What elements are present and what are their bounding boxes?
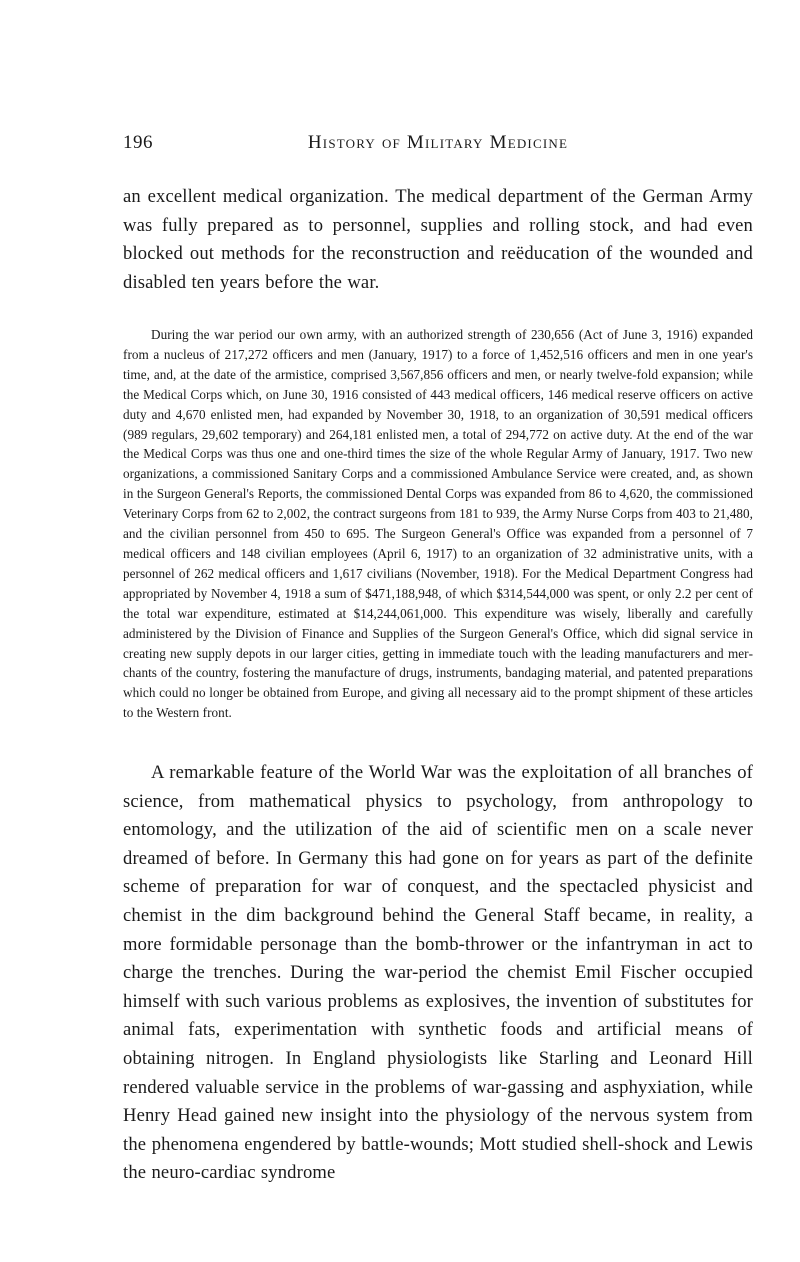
- page-number: 196: [123, 132, 153, 153]
- body-paragraph-science: A remarkable feature of the World War was the exploitation of all branches of science, from mathematical physics to psychology, from anthropology to entomology, and the utilization of the aid of scientific men on a scale never dreamed of before. In Germany this had gone on for years as part of the definite scheme of preparation for war of conquest, and the spectacled physicist and chemist in the dim background behind the General Staff became, in reality, a more formidable personage than the bomb-thrower or the infantryman in act to charge the trenches. During the war-period the chemist Emil Fischer occupied himself with such various problems as explosives, the invention of substitutes for animal fats, experimentation with synthetic foods and artificial means of obtaining nitrogen. In England physiologists like Starling and Leonard Hill rendered valuable service in the problems of war-gassing and asphyxiation, while Henry Head gained new insight into the physiology of the nervous system from the phenomena engendered by battle-wounds; Mott studied shell-shock and Lewis the neuro-cardiac syndrome: [123, 762, 753, 1184]
- body-paragraph-statistics: During the war period our own army, with an authorized strength of 230,656 (Act of June 3, 1916) expanded from a nucleus of 217,272 officers and men (January, 1917) to a force of 1,452,516 officers and men in one year's time, and, at the date of the armistice, comprised 3,567,856 officers and men, or nearly twelve-fold expansion; while the Medical Corps which, on June 30, 1916 consisted of 443 medical officers, 146 medical reserve officers on active duty and 4,670 enlisted men, had expanded by November 30, 1918, to an organization of 30,591 medical officers (989 regulars, 29,602 temporary) and 264,181 enlisted men, a total of 294,772 on active duty. At the end of the war the Medical Corps was thus one and one-third times the size of the whole Regular Army of January, 1917. Two new organizations, a commissioned Sanitary Corps and a commissioned Ambulance Service were created, and, as shown in the Surgeon General's Reports, the commissioned Dental Corps was expanded from 86 to 4,620, the commissioned Veterinary Corps from 62 to 2,002, the contract surgeons from 181 to 939, the Army Nurse Corps from 403 to 21,480, and the civilian personnel from 450 to 695. The Surgeon General's Office was expanded from a personnel of 7 medical officers and 148 civilian employees (April 6, 1917) to an organization of 32 administrative units, with a personnel of 262 medical officers and 1,617 civilians (November, 1918). For the Medical Department Congress had appropriated by November 4, 1918 a sum of $471,188,948, of which $314,544,000 was spent, or only 2.2 per cent of the total war expenditure, estimated at $14,244,061,000. This expenditure was wisely, liberally and carefully administered by the Division of Finance and Supplies of the Surgeon General's Office, which did signal service in creating new supply depots in our larger cities, getting in immediate touch with the leading manufacturers and merchants of the country, fostering the manufacture of drugs, instruments, bandaging material, and patented preparations which could no longer be obtained from Europe, and giving all necessary aid to the prompt shipment of these articles to the Western front.: [123, 327, 753, 721]
- book-title: History of Military Medicine: [307, 132, 569, 153]
- body-paragraph-opening: an excellent medical organization. The medical department of the German Army was fully prepared as to personnel, supplies and rolling stock, and had even blocked out methods for the reconstruction and reëducation of the wounded and disabled ten years before the war.: [123, 186, 753, 293]
- running-head: [123, 132, 753, 162]
- book-page: [123, 0, 753, 1262]
